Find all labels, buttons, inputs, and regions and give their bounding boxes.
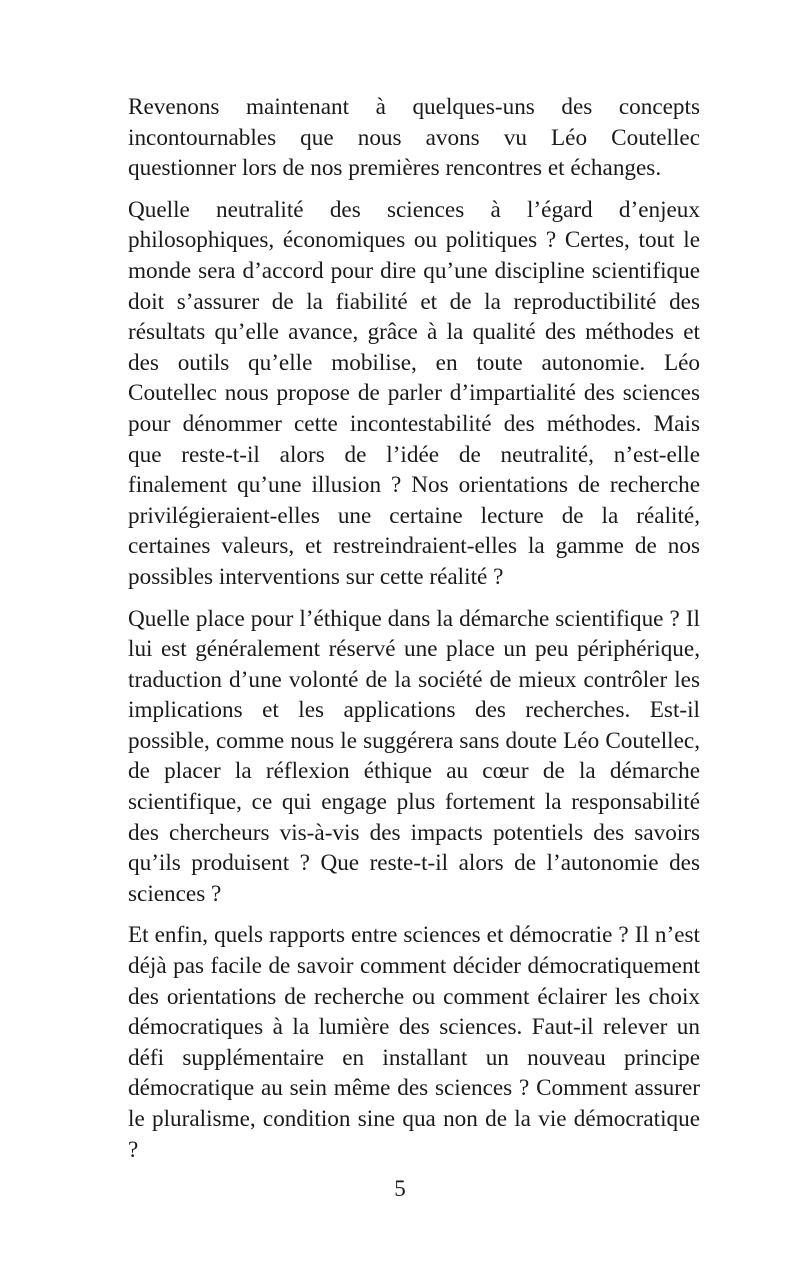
paragraph-democracy: Et enfin, quels rapports entre sciences et démocratie ? Il n’est déjà pas facile de savoir comment décider démocratiquement des orientations de recherche ou comment éclairer les choix démocratiques à la lumière des sciences. Faut-il relever un défi supplémentaire en installant un nouveau principe démocratique au sein même des sciences ? Comment assurer le pluralisme, condition sine qua non de la vie démocratique ? xyxy=(128,922,700,1163)
paragraph-intro: Revenons maintenant à quelques-uns des concepts incontournables que nous avons vu Léo Coutellec questionner lors de nos premières rencontres et échanges. xyxy=(128,94,700,182)
paragraph-neutrality: Quelle neutralité des sciences à l’égard d’enjeux philosophiques, économiques ou politiques ? Certes, tout le monde sera d’accord pour dire qu’une discipline scientifique doit s’assurer de la fiabilité et de la reproductibilité des résultats qu’elle avance, grâce à la qualité des méthodes et des outils qu’elle mobilise, en toute autonomie. Léo Coutellec nous propose de parler d’impartialité des sciences pour dénommer cette incontestabilité des méthodes. Mais que reste-t-il alors de l’idée de neutralité, n’est-elle finalement qu’une illusion ? Nos orientations de recherche privilégieraient-elles une certaine lecture de la réalité, certaines valeurs, et restreindraient-elles la gamme de nos possibles interventions sur cette réalité ? xyxy=(128,196,700,590)
page-number: 5 xyxy=(394,1176,406,1201)
page-body xyxy=(128,92,700,1176)
paragraph-ethics: Quelle place pour l’éthique dans la démarche scientifique ? Il lui est généralement réservé une place un peu périphérique, traduction d’une volonté de la société de mieux contrôler les implications et les applications des recherches. Est-il possible, comme nous le suggérera sans doute Léo Coutellec, de placer la réflexion éthique au cœur de la démarche scientifique, ce qui engage plus fortement la responsabilité des chercheurs vis-à-vis des impacts potentiels des savoirs qu’ils produisent ? Que reste-t-il alors de l’autonomie des sciences ? xyxy=(128,605,700,907)
